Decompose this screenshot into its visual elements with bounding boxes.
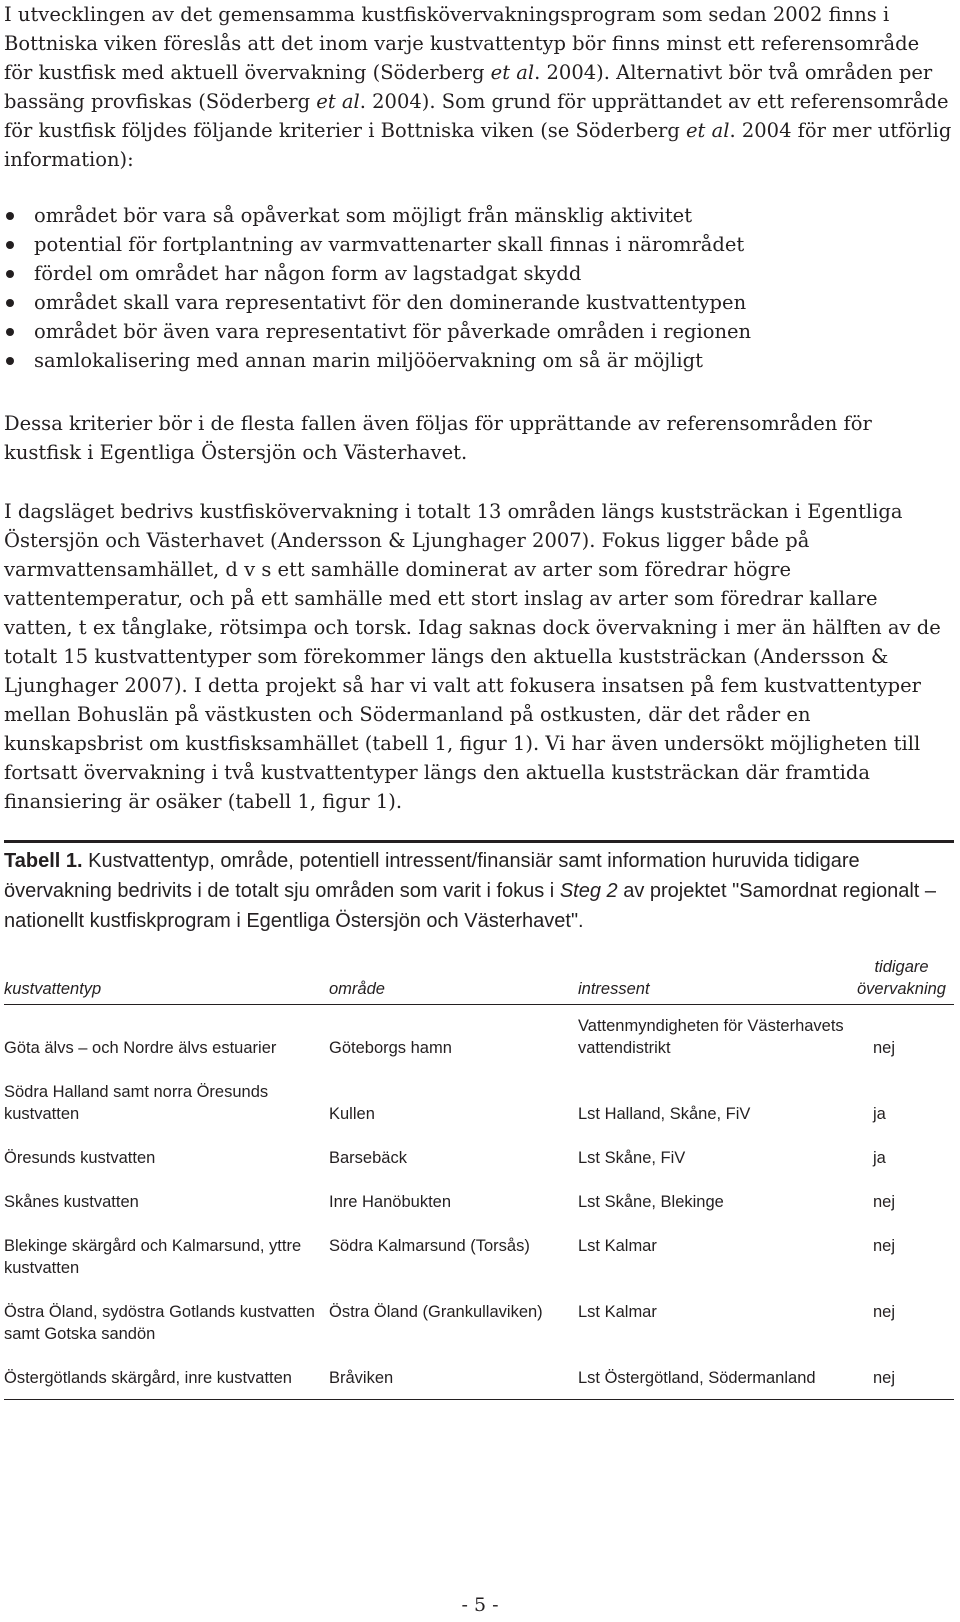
table-row: [4, 1081, 954, 1147]
bullet-icon: [6, 270, 14, 278]
table-row: [4, 1147, 954, 1191]
cell-omrade: Inre Hanöbukten: [329, 1193, 452, 1211]
cell-overvakning: nej: [849, 1367, 954, 1400]
cell-omrade: Göteborgs hamn: [329, 1039, 452, 1057]
header-intressent: intressent: [578, 956, 849, 1005]
bullet-icon: [6, 357, 14, 365]
intro-text-3: . 2004). Som grund för upprättandet av ett referensområde för kustfisk följdes följande kriterier i Bottniska viken (se Söderberg: [4, 90, 949, 142]
intro-paragraph: [4, 0, 952, 174]
criteria-followup-paragraph: Dessa kriterier bör i de flesta fallen även följas för upprättande av referensområden för kustfisk i Egentliga Östersjön och Västerhavet.: [4, 412, 872, 464]
regions-table: [4, 956, 954, 1400]
cell-kustvattentyp: Östra Öland, sydöstra Gotlands kustvatten samt Gotska sandön: [4, 1303, 315, 1343]
header-omrade: område: [329, 956, 578, 1005]
cell-omrade: Bråviken: [329, 1367, 578, 1400]
criteria-text: fördel om området har någon form av lagstadgat skydd: [34, 262, 582, 285]
cell-overvakning: nej: [873, 1237, 896, 1255]
cell-kustvattentyp: Södra Halland samt norra Öresunds kustvatten: [4, 1083, 269, 1123]
cell-kustvattentyp: Skånes kustvatten: [4, 1193, 139, 1211]
caption-text-2: av projektet "Samordnat regionalt – nationellt kustfiskprogram i Egentliga Östersjön och Västerhavet".: [4, 880, 937, 932]
criteria-item: [4, 346, 952, 375]
cell-intressent: Lst Kalmar: [578, 1303, 657, 1321]
cell-intressent: Vattenmyndigheten för Västerhavets vattendistrikt: [578, 1017, 844, 1057]
intro-etal-3: et al: [686, 119, 730, 142]
cell-intressent: Lst Östergötland, Södermanland: [578, 1367, 849, 1400]
cell-intressent: Lst Skåne, Blekinge: [578, 1193, 724, 1211]
cell-intressent: Lst Kalmar: [578, 1237, 657, 1255]
intro-etal-2: et al: [316, 90, 360, 113]
table-row: [4, 1301, 954, 1367]
cell-overvakning: nej: [873, 1303, 896, 1321]
table-row: [4, 1235, 954, 1301]
criteria-item: [4, 259, 952, 288]
cell-omrade: Kullen: [329, 1105, 375, 1123]
table-header-row: [4, 956, 954, 1005]
bullet-icon: [6, 241, 14, 249]
caption-text-1: Kustvattentyp, område, potentiell intressent/finansiär samt information huruvida tidigare övervakning bedrivits i de totalt sju områden som varit i fokus i: [4, 850, 860, 902]
cell-overvakning: ja: [873, 1149, 886, 1167]
cell-intressent: Lst Skåne, FiV: [578, 1149, 686, 1167]
table-row: [4, 1191, 954, 1235]
page-number: - 5 -: [461, 1594, 499, 1616]
cell-kustvattentyp: Östergötlands skärgård, inre kustvatten: [4, 1367, 329, 1400]
criteria-item: [4, 317, 952, 346]
cell-kustvattentyp: Göta älvs – och Nordre älvs estuarier: [4, 1039, 277, 1057]
table-row: [4, 1367, 954, 1400]
criteria-text: potential för fortplantning av varmvattenarter skall finnas i närområdet: [34, 233, 745, 256]
intro-etal-1: et al: [490, 61, 535, 84]
intro-text-1: I utvecklingen av det gemensamma kustfiskövervakningsprogram som sedan 2002 finns i Bottniska viken föreslås att det inom varje kustvattentyp bör finns minst ett referensområde för kustfisk med aktuell övervakning (Söderberg: [4, 3, 920, 84]
criteria-item: [4, 201, 952, 230]
table-top-rule: [4, 840, 954, 843]
criteria-item: [4, 230, 952, 259]
cell-kustvattentyp: Öresunds kustvatten: [4, 1149, 156, 1167]
caption-steg: Steg 2: [559, 880, 618, 902]
cell-omrade: Södra Kalmarsund (Torsås): [329, 1237, 530, 1255]
intro-text-4: . 2004 för mer utförlig information):: [4, 119, 952, 171]
criteria-list: [4, 201, 952, 375]
bullet-icon: [6, 328, 14, 336]
cell-overvakning: nej: [873, 1039, 896, 1057]
bullet-icon: [6, 212, 14, 220]
table-row: [4, 1005, 954, 1082]
cell-kustvattentyp: Blekinge skärgård och Kalmarsund, yttre kustvatten: [4, 1237, 302, 1277]
header-kustvattentyp: kustvattentyp: [4, 956, 329, 1005]
criteria-text: området bör vara så opåverkat som möjligt från mänsklig aktivitet: [34, 204, 693, 227]
cell-omrade: Östra Öland (Grankullaviken): [329, 1303, 543, 1321]
header-tidigare-overvakning: tidigare övervakning: [849, 956, 954, 1005]
bullet-icon: [6, 299, 14, 307]
monitoring-paragraph: I dagsläget bedrivs kustfiskövervakning i totalt 13 områden längs kuststräckan i Egentliga Östersjön och Västerhavet (Andersson & Ljunghager 2007). Fokus ligger både på varmvattensamhället, d v s ett samhälle dominerat av arter som föredrar högre vattentemperatur, och på ett samhälle med ett stort inslag av arter som föredrar kallare vatten, t ex tånglake, rötsimpa och torsk. Idag saknas dock övervakning i mer än hälften av de totalt 15 kustvattentyper som förekommer längs den aktuella kuststräckan (Andersson & Ljunghager 2007). I detta projekt så har vi valt att fokusera insatsen på fem kustvattentyper mellan Bohuslän på västkusten och Södermanland på ostkusten, där det råder en kunskapsbrist om kustfisksamhället (tabell 1, figur 1). Vi har även undersökt möjligheten till fortsatt övervakning i två kustvattentyper längs den aktuella kuststräckan där framtida finansiering är osäker (tabell 1, figur 1).: [4, 500, 941, 813]
cell-overvakning: nej: [873, 1193, 896, 1211]
criteria-text: området skall vara representativt för den dominerande kustvattentypen: [34, 291, 747, 314]
cell-omrade: Barsebäck: [329, 1149, 407, 1167]
criteria-text: samlokalisering med annan marin miljööervakning om så är möjligt: [34, 349, 703, 372]
caption-label: Tabell 1.: [4, 850, 83, 872]
cell-overvakning: ja: [873, 1105, 886, 1123]
cell-intressent: Lst Halland, Skåne, FiV: [578, 1105, 751, 1123]
criteria-text: området bör även vara representativt för påverkade områden i regionen: [34, 320, 752, 343]
criteria-item: [4, 288, 952, 317]
intro-text-2: . 2004). Alternativt bör två områden per bassäng provfiskas (Söderberg: [4, 61, 933, 113]
table-caption: [4, 846, 954, 936]
